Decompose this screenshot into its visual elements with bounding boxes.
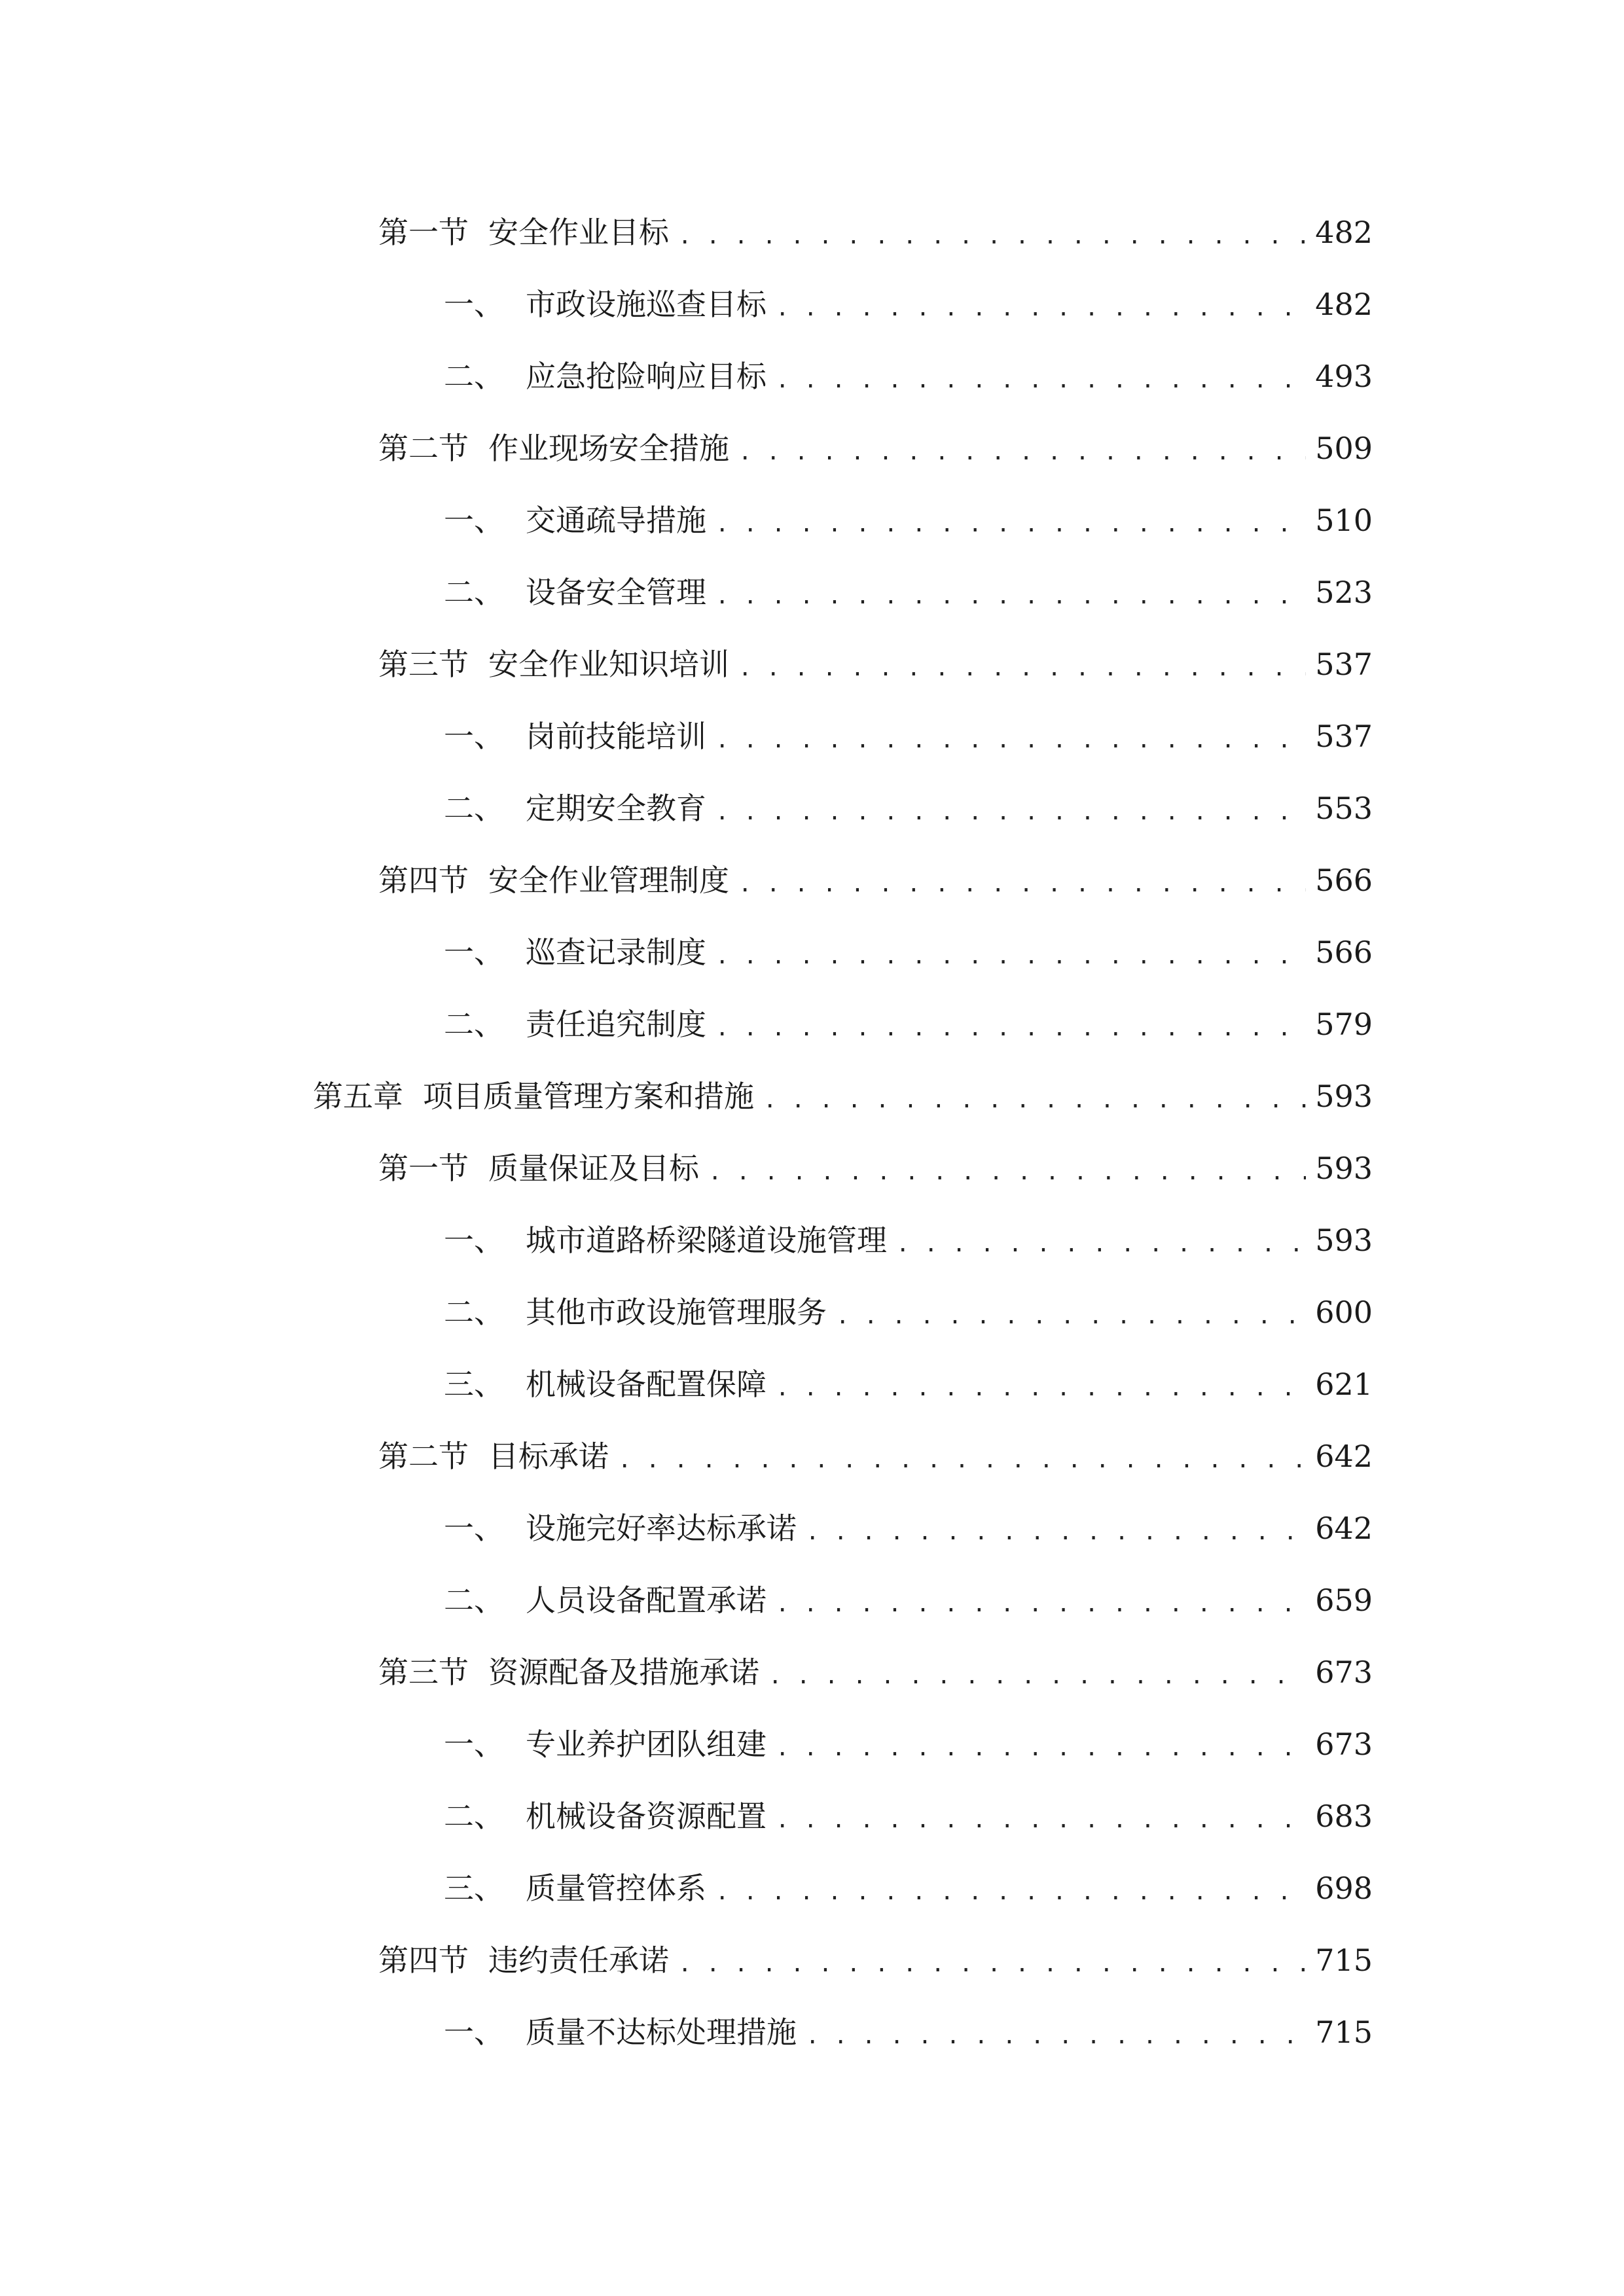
toc-entry-page-number: 683 [1315,1799,1373,1834]
toc-entry-item[interactable] [0,1276,1624,1348]
toc-dot-leader [678,225,1306,247]
toc-entry-item[interactable] [0,1492,1624,1564]
toc-entry-number: 第五章 [313,1079,403,1114]
toc-entry-title: 其他市政设施管理服务 [526,1295,827,1330]
toc-entry-page-number: 715 [1315,2015,1373,2050]
toc-entry-title: 定期安全教育 [526,791,706,826]
toc-dot-leader [715,513,1306,535]
toc-entry-title: 项目质量管理方案和措施 [423,1079,754,1114]
toc-entry-section[interactable] [0,628,1624,700]
toc-entry-title: 安全作业管理制度 [488,863,729,898]
toc-dot-leader [776,1377,1306,1399]
toc-dot-leader [715,585,1306,607]
toc-dot-leader [715,801,1306,823]
toc-entry-page-number: 642 [1315,1511,1373,1546]
toc-entry-page-number: 537 [1315,719,1373,754]
toc-entry-number: 二、 [444,1799,504,1834]
toc-entry-number: 二、 [444,359,504,394]
toc-entry-page-number: 593 [1315,1223,1373,1258]
toc-entry-title: 目标承诺 [488,1439,609,1474]
toc-entry-number: 三、 [444,1871,504,1906]
toc-entry-page-number: 553 [1315,791,1373,826]
toc-entry-section[interactable] [0,1420,1624,1492]
toc-entry-page-number: 482 [1315,287,1373,322]
toc-entry-item[interactable] [0,1780,1624,1852]
toc-entry-chapter[interactable] [0,1060,1624,1132]
toc-entry-title: 机械设备资源配置 [526,1799,767,1834]
toc-dot-leader [768,1665,1306,1687]
toc-entry-title: 质量管控体系 [526,1871,706,1906]
toc-entry-title: 资源配备及措施承诺 [488,1655,759,1690]
toc-dot-leader [708,1161,1306,1183]
toc-entry-page-number: 642 [1315,1439,1373,1474]
toc-entry-page-number: 600 [1315,1295,1373,1330]
table-of-contents [0,196,1624,2068]
toc-entry-title: 安全作业目标 [488,215,669,250]
toc-entry-item[interactable] [0,1996,1624,2068]
toc-entry-page-number: 593 [1315,1151,1373,1186]
toc-entry-section[interactable] [0,1636,1624,1708]
toc-dot-leader [715,1881,1306,1903]
toc-entry-number: 第二节 [378,1439,469,1474]
toc-entry-page-number: 715 [1315,1943,1373,1978]
toc-entry-number: 第三节 [378,647,469,682]
toc-entry-title: 质量不达标处理措施 [526,2015,797,2050]
toc-entry-number: 一、 [444,1511,504,1546]
toc-entry-item[interactable] [0,700,1624,772]
toc-dot-leader [763,1089,1306,1111]
toc-entry-item[interactable] [0,1564,1624,1636]
toc-entry-page-number: 510 [1315,503,1373,538]
toc-entry-number: 二、 [444,1583,504,1618]
toc-entry-page-number: 673 [1315,1655,1373,1690]
toc-entry-title: 应急抢险响应目标 [526,359,767,394]
toc-entry-title: 交通疏导措施 [526,503,706,538]
toc-entry-number: 二、 [444,575,504,610]
toc-entry-title: 人员设备配置承诺 [526,1583,767,1618]
toc-dot-leader [715,729,1306,751]
toc-entry-title: 质量保证及目标 [488,1151,699,1186]
toc-entry-section[interactable] [0,196,1624,268]
toc-dot-leader [776,1737,1306,1759]
toc-entry-page-number: 493 [1315,359,1373,394]
toc-entry-item[interactable] [0,268,1624,340]
toc-dot-leader [776,1809,1306,1831]
toc-entry-item[interactable] [0,556,1624,628]
toc-entry-section[interactable] [0,1924,1624,1996]
toc-entry-number: 一、 [444,1727,504,1762]
toc-dot-leader [776,297,1306,319]
toc-entry-page-number: 593 [1315,1079,1373,1114]
toc-entry-title: 设备安全管理 [526,575,706,610]
toc-entry-number: 第一节 [378,1151,469,1186]
toc-entry-item[interactable] [0,988,1624,1060]
toc-dot-leader [678,1953,1306,1975]
toc-dot-leader [738,657,1306,679]
toc-entry-item[interactable] [0,484,1624,556]
toc-entry-title: 违约责任承诺 [488,1943,669,1978]
toc-entry-page-number: 523 [1315,575,1373,610]
toc-entry-item[interactable] [0,1708,1624,1780]
toc-entry-number: 一、 [444,1223,504,1258]
toc-entry-page-number: 673 [1315,1727,1373,1762]
toc-dot-leader [738,873,1306,895]
toc-dot-leader [776,369,1306,391]
toc-entry-page-number: 482 [1315,215,1373,250]
toc-entry-number: 一、 [444,503,504,538]
toc-entry-number: 一、 [444,935,504,970]
toc-entry-title: 市政设施巡查目标 [526,287,767,322]
toc-dot-leader [738,441,1306,463]
toc-entry-section[interactable] [0,844,1624,916]
toc-entry-title: 责任追究制度 [526,1007,706,1042]
toc-entry-item[interactable] [0,916,1624,988]
toc-entry-number: 一、 [444,719,504,754]
toc-entry-number: 第一节 [378,215,469,250]
toc-entry-number: 二、 [444,1295,504,1330]
toc-entry-title: 岗前技能培训 [526,719,706,754]
toc-entry-item[interactable] [0,1852,1624,1924]
toc-entry-section[interactable] [0,412,1624,484]
toc-entry-title: 设施完好率达标承诺 [526,1511,797,1546]
toc-entry-number: 二、 [444,791,504,826]
toc-dot-leader [806,2025,1306,2047]
toc-dot-leader [896,1233,1306,1255]
toc-entry-page-number: 566 [1315,935,1373,970]
toc-entry-number: 第二节 [378,431,469,466]
toc-entry-page-number: 566 [1315,863,1373,898]
toc-entry-item[interactable] [0,340,1624,412]
toc-entry-number: 第三节 [378,1655,469,1690]
toc-entry-number: 三、 [444,1367,504,1402]
toc-entry-page-number: 537 [1315,647,1373,682]
toc-entry-title: 安全作业知识培训 [488,647,729,682]
toc-dot-leader [806,1521,1306,1543]
toc-entry-item[interactable] [0,1204,1624,1276]
toc-entry-title: 作业现场安全措施 [488,431,729,466]
toc-entry-number: 一、 [444,2015,504,2050]
toc-entry-page-number: 621 [1315,1367,1373,1402]
toc-dot-leader [776,1593,1306,1615]
toc-entry-number: 一、 [444,287,504,322]
toc-entry-page-number: 509 [1315,431,1373,466]
toc-entry-item[interactable] [0,772,1624,844]
toc-entry-page-number: 579 [1315,1007,1373,1042]
toc-entry-number: 第四节 [378,1943,469,1978]
toc-entry-item[interactable] [0,1348,1624,1420]
toc-entry-page-number: 659 [1315,1583,1373,1618]
toc-entry-title: 专业养护团队组建 [526,1727,767,1762]
toc-entry-page-number: 698 [1315,1871,1373,1906]
toc-dot-leader [836,1305,1306,1327]
toc-entry-title: 城市道路桥梁隧道设施管理 [526,1223,887,1258]
toc-dot-leader [715,1017,1306,1039]
toc-entry-title: 巡查记录制度 [526,935,706,970]
toc-entry-section[interactable] [0,1132,1624,1204]
toc-dot-leader [715,945,1306,967]
toc-entry-number: 第四节 [378,863,469,898]
toc-dot-leader [618,1449,1306,1471]
toc-entry-number: 二、 [444,1007,504,1042]
toc-entry-title: 机械设备配置保障 [526,1367,767,1402]
